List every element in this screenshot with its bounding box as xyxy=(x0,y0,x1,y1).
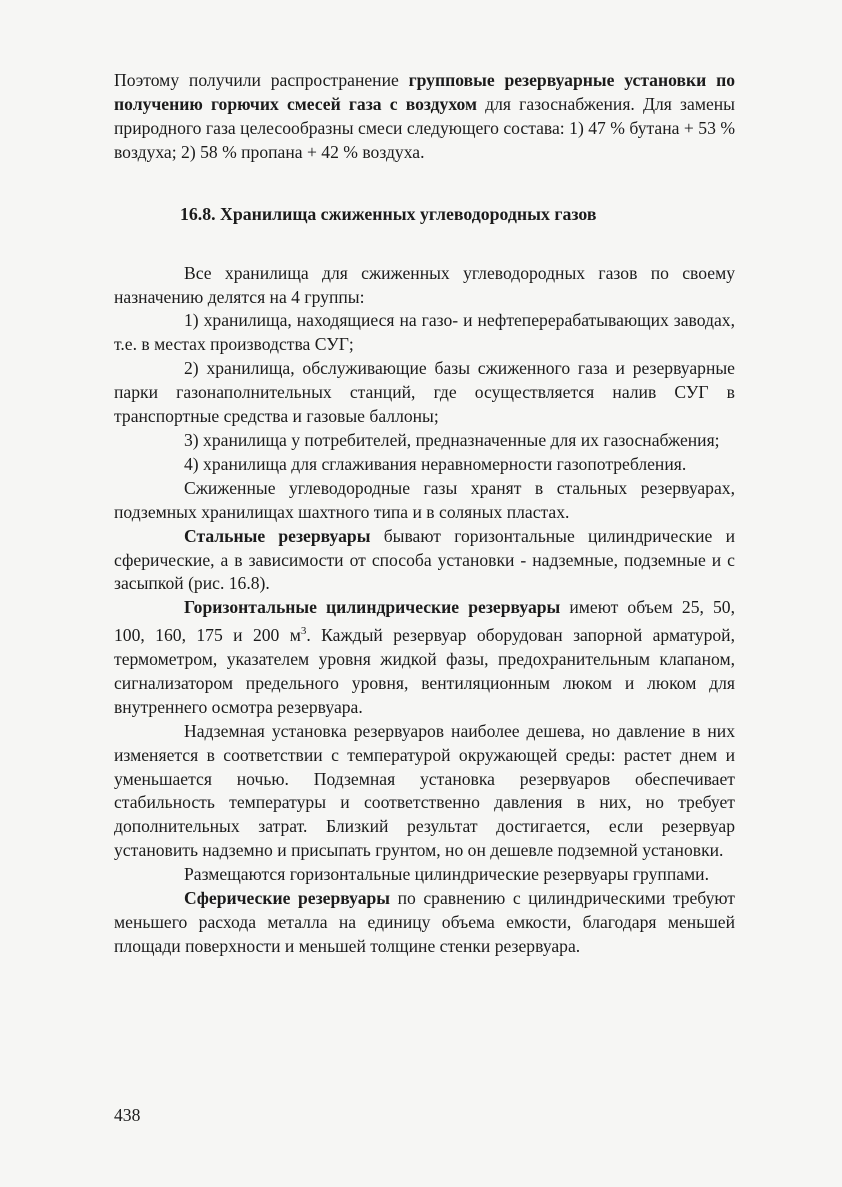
spherical-tanks-term: Сферические резервуары xyxy=(184,888,391,909)
page-body xyxy=(114,64,735,959)
intro-paragraph xyxy=(114,69,735,165)
horizontal-tanks-term: Горизонтальные цилиндрические резервуары xyxy=(184,597,561,618)
list-item-4: 4) хранилища для сглаживания неравномерности газопотребления. xyxy=(184,453,687,474)
steel-tanks-term: Стальные резервуары xyxy=(184,525,371,546)
page-number: 438 xyxy=(114,1105,141,1125)
list-item-2: 2) хранилища, обслуживающие базы сжиженного газа и резервуарные парки газонаполнительных станций, где осуществляется налив СУГ в транспортные средства и газовые баллоны; xyxy=(114,358,735,427)
spherical-tanks-paragraph xyxy=(114,887,735,959)
steel-tanks-text: бывают горизонтальные цилиндрические и сферические, а в зависимости от способа установки - надземные, подземные и с засыпкой (рис. 16.8). xyxy=(114,525,735,594)
list-item-3: 3) хранилища у потребителей, предназначенные для их газоснабжения; xyxy=(184,429,720,450)
intro-bold-term: групповые резервуарные установки по получению горючих смесей газа с воздухом xyxy=(114,70,735,114)
installation-paragraph: Надземная установка резервуаров наиболее дешева, но давление в них изменяется в соответствии с температурой окружающей среды: растет днем и уменьшается ночью. Подземная установка резервуаров обеспечивает стабильность температуры и соответственно давления в них, но требует дополнительных затрат. Близкий результат достигается, если резервуар установить надземно и присыпать грунтом, но он дешевле подземной установки. xyxy=(114,720,735,861)
horizontal-tanks-paragraph xyxy=(114,596,735,719)
storage-groups-intro: Все хранилища для сжиженных углеводородных газов по своему назначению делятся на 4 группы: xyxy=(114,262,735,307)
storage-methods-paragraph: Сжиженные углеводородные газы хранят в стальных резервуарах, подземных хранилищах шахтного типа и в соляных пластах. xyxy=(114,477,735,522)
intro-text-start: Поэтому получили распространение xyxy=(114,70,409,90)
intro-text-end: для газоснабжения. Для замены природного газа целесообразны смеси следующего состава: 1) 47 % бутана + 53 % воздуха; 2) 58 % пропана + 42 % воздуха. xyxy=(114,93,735,162)
horizontal-tanks-text-b: . Каждый резервуар оборудован запорной арматурой, термометром, указателем уровня жидкой фазы, предохранительным клапаном, сигнализатором предельного уровня, вентиляционным люком и люком для внутреннего осмотра резервуара. xyxy=(114,625,735,717)
cubic-superscript: 3 xyxy=(300,625,307,638)
section-heading: 16.8. Хранилища сжиженных углеводородных газов xyxy=(180,203,597,224)
list-item-1: 1) хранилища, находящиеся на газо- и нефтеперерабатывающих заводах, т.е. в местах производства СУГ; xyxy=(114,310,735,355)
grouping-paragraph: Размещаются горизонтальные цилиндрические резервуары группами. xyxy=(184,864,709,885)
steel-tanks-paragraph xyxy=(114,525,735,597)
horizontal-tanks-text-a: имеют объем 25, 50, 100, 160, 175 и 200 м xyxy=(114,597,735,646)
spherical-tanks-text: по сравнению с цилиндрическими требуют меньшего расхода металла на единицу объема емкости, благодаря меньшей площади поверхности и меньшей толщине стенки резервуара. xyxy=(114,888,735,956)
